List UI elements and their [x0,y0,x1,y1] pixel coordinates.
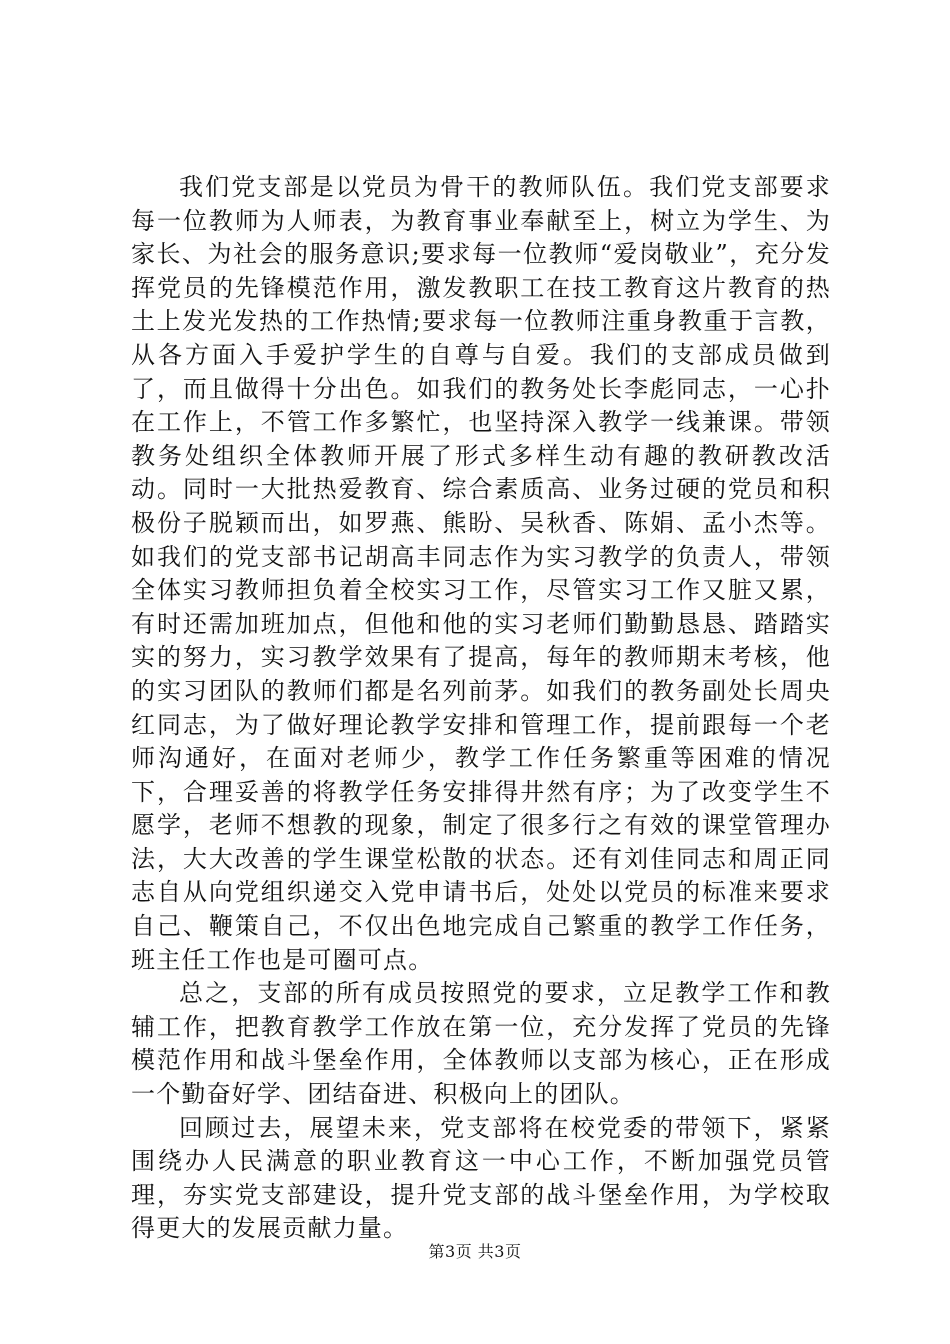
paragraph-summary: 总之，支部的所有成员按照党的要求，立足教学工作和教辅工作，把教育教学工作放在第一位，充分发挥了党员的先锋模范作用和战斗堡垒作用，全体教师以支部为核心，正在形成一个勤奋好学、团结奋进、积极向上的团队。 [131,979,831,1109]
document-body [131,171,831,1246]
page-number-indicator: 第3页 共3页 [428,1242,522,1261]
paragraph-outlook: 回顾过去，展望未来，党支部将在校党委的带领下，紧紧围绕办人民满意的职业教育这一中心工作，不断加强党员管理，夯实党支部建设，提升党支部的战斗堡垒作用，为学校取得更大的发展贡献力量。 [131,1113,831,1243]
paragraph-party-branch-members: 我们党支部是以党员为骨干的教师队伍。我们党支部要求每一位教师为人师表，为教育事业奉献至上，树立为学生、为家长、为社会的服务意识;要求每一位教师“爱岗敬业”，充分发挥党员的先锋模范作用，激发教职工在技工教育这片教育的热土上发光发热的工作热情;要求每一位教师注重身教重于言教，从各方面入手爱护学生的自尊与自爱。我们的支部成员做到了，而且做得十分出色。如我们的教务处长李彪同志，一心扑在工作上，不管工作多繁忙，也坚持深入教学一线兼课。带领教务处组织全体教师开展了形式多样生动有趣的教研教改活动。同时一大批热爱教育、综合素质高、业务过硬的党员和积极份子脱颖而出，如罗燕、熊盼、吴秋香、陈娟、孟小杰等。如我们的党支部书记胡高丰同志作为实习教学的负责人，带领全体实习教师担负着全校实习工作，尽管实习工作又脏又累，有时还需加班加点，但他和他的实习老师们勤勤恳恳、踏踏实实的努力，实习教学效果有了提高，每年的教师期末考核，他的实习团队的教师们都是名列前茅。如我们的教务副处长周央红同志，为了做好理论教学安排和管理工作，提前跟每一个老师沟通好，在面对老师少，教学工作任务繁重等困难的情况下，合理妥善的将教学任务安排得井然有序；为了改变学生不愿学，老师不想教的现象，制定了很多行之有效的课堂管理办法，大大改善的学生课堂松散的状态。还有刘佳同志和周正同志自从向党组织递交入党申请书后，处处以党员的标准来要求自己、鞭策自己，不仅出色地完成自己繁重的教学工作任务，班主任工作也是可圈可点。 [131,173,831,974]
page-footer [0,1242,950,1262]
